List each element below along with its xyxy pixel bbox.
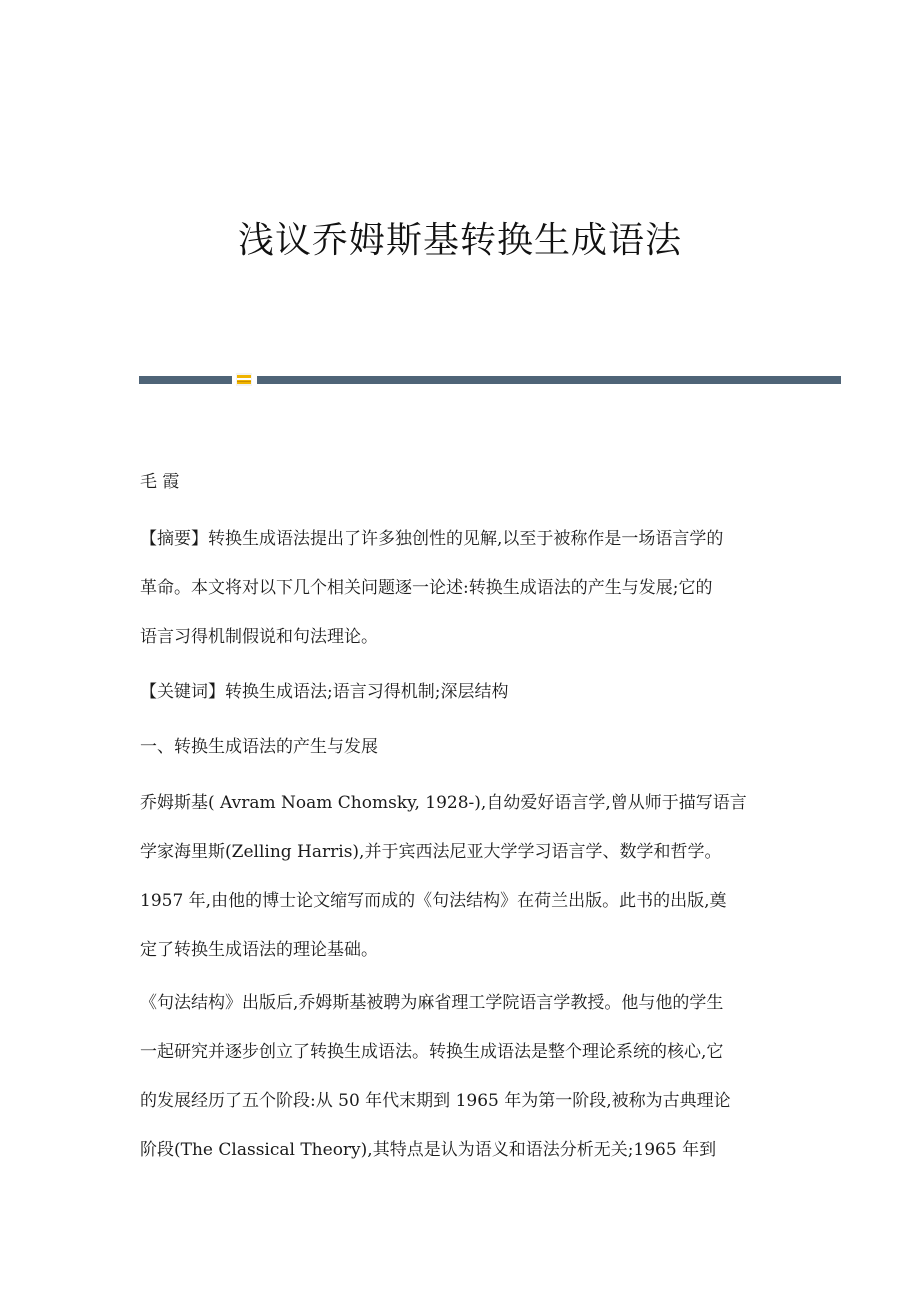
paragraph — [140, 779, 780, 975]
abstract-line: 语言习得机制假说和句法理论。 — [140, 627, 378, 647]
document-title: 浅议乔姆斯基转换生成语法 — [237, 220, 682, 261]
paragraph-line: 《句法结构》出版后,乔姆斯基被聘为麻省理工学院语言学教授。他与他的学生 — [140, 993, 724, 1013]
abstract — [140, 515, 780, 662]
divider-bar-left — [139, 376, 232, 384]
paragraph — [140, 979, 780, 1175]
paragraph-line: 阶段(The Classical Theory),其特点是认为语义和语法分析无关;1965 年到 — [140, 1140, 717, 1160]
abstract-line: 革命。本文将对以下几个相关问题逐一论述:转换生成语法的产生与发展;它的 — [140, 578, 713, 598]
paragraph-line: 1957 年,由他的博士论文缩写而成的《句法结构》在荷兰出版。此书的出版,奠 — [140, 891, 727, 911]
section-heading: 一、转换生成语法的产生与发展 — [140, 737, 378, 757]
paragraph-line: 定了转换生成语法的理论基础。 — [140, 940, 378, 960]
title-divider — [139, 372, 841, 388]
keywords: 【关键词】转换生成语法;语言习得机制;深层结构 — [140, 682, 509, 702]
divider-ornament-icon — [236, 373, 252, 386]
divider-bar-right — [257, 376, 841, 384]
author: 毛 霞 — [140, 472, 180, 492]
paragraph-line: 的发展经历了五个阶段:从 50 年代末期到 1965 年为第一阶段,被称为古典理论 — [140, 1091, 731, 1111]
abstract-line: 【摘要】转换生成语法提出了许多独创性的见解,以至于被称作是一场语言学的 — [140, 529, 724, 549]
paragraph-line: 一起研究并逐步创立了转换生成语法。转换生成语法是整个理论系统的核心,它 — [140, 1042, 724, 1062]
paragraph-line: 乔姆斯基( Avram Noam Chomsky, 1928-),自幼爱好语言学,曾从师于描写语言 — [140, 793, 747, 813]
paragraph-line: 学家海里斯(Zelling Harris),并于宾西法尼亚大学学习语言学、数学和哲学。 — [140, 842, 722, 862]
